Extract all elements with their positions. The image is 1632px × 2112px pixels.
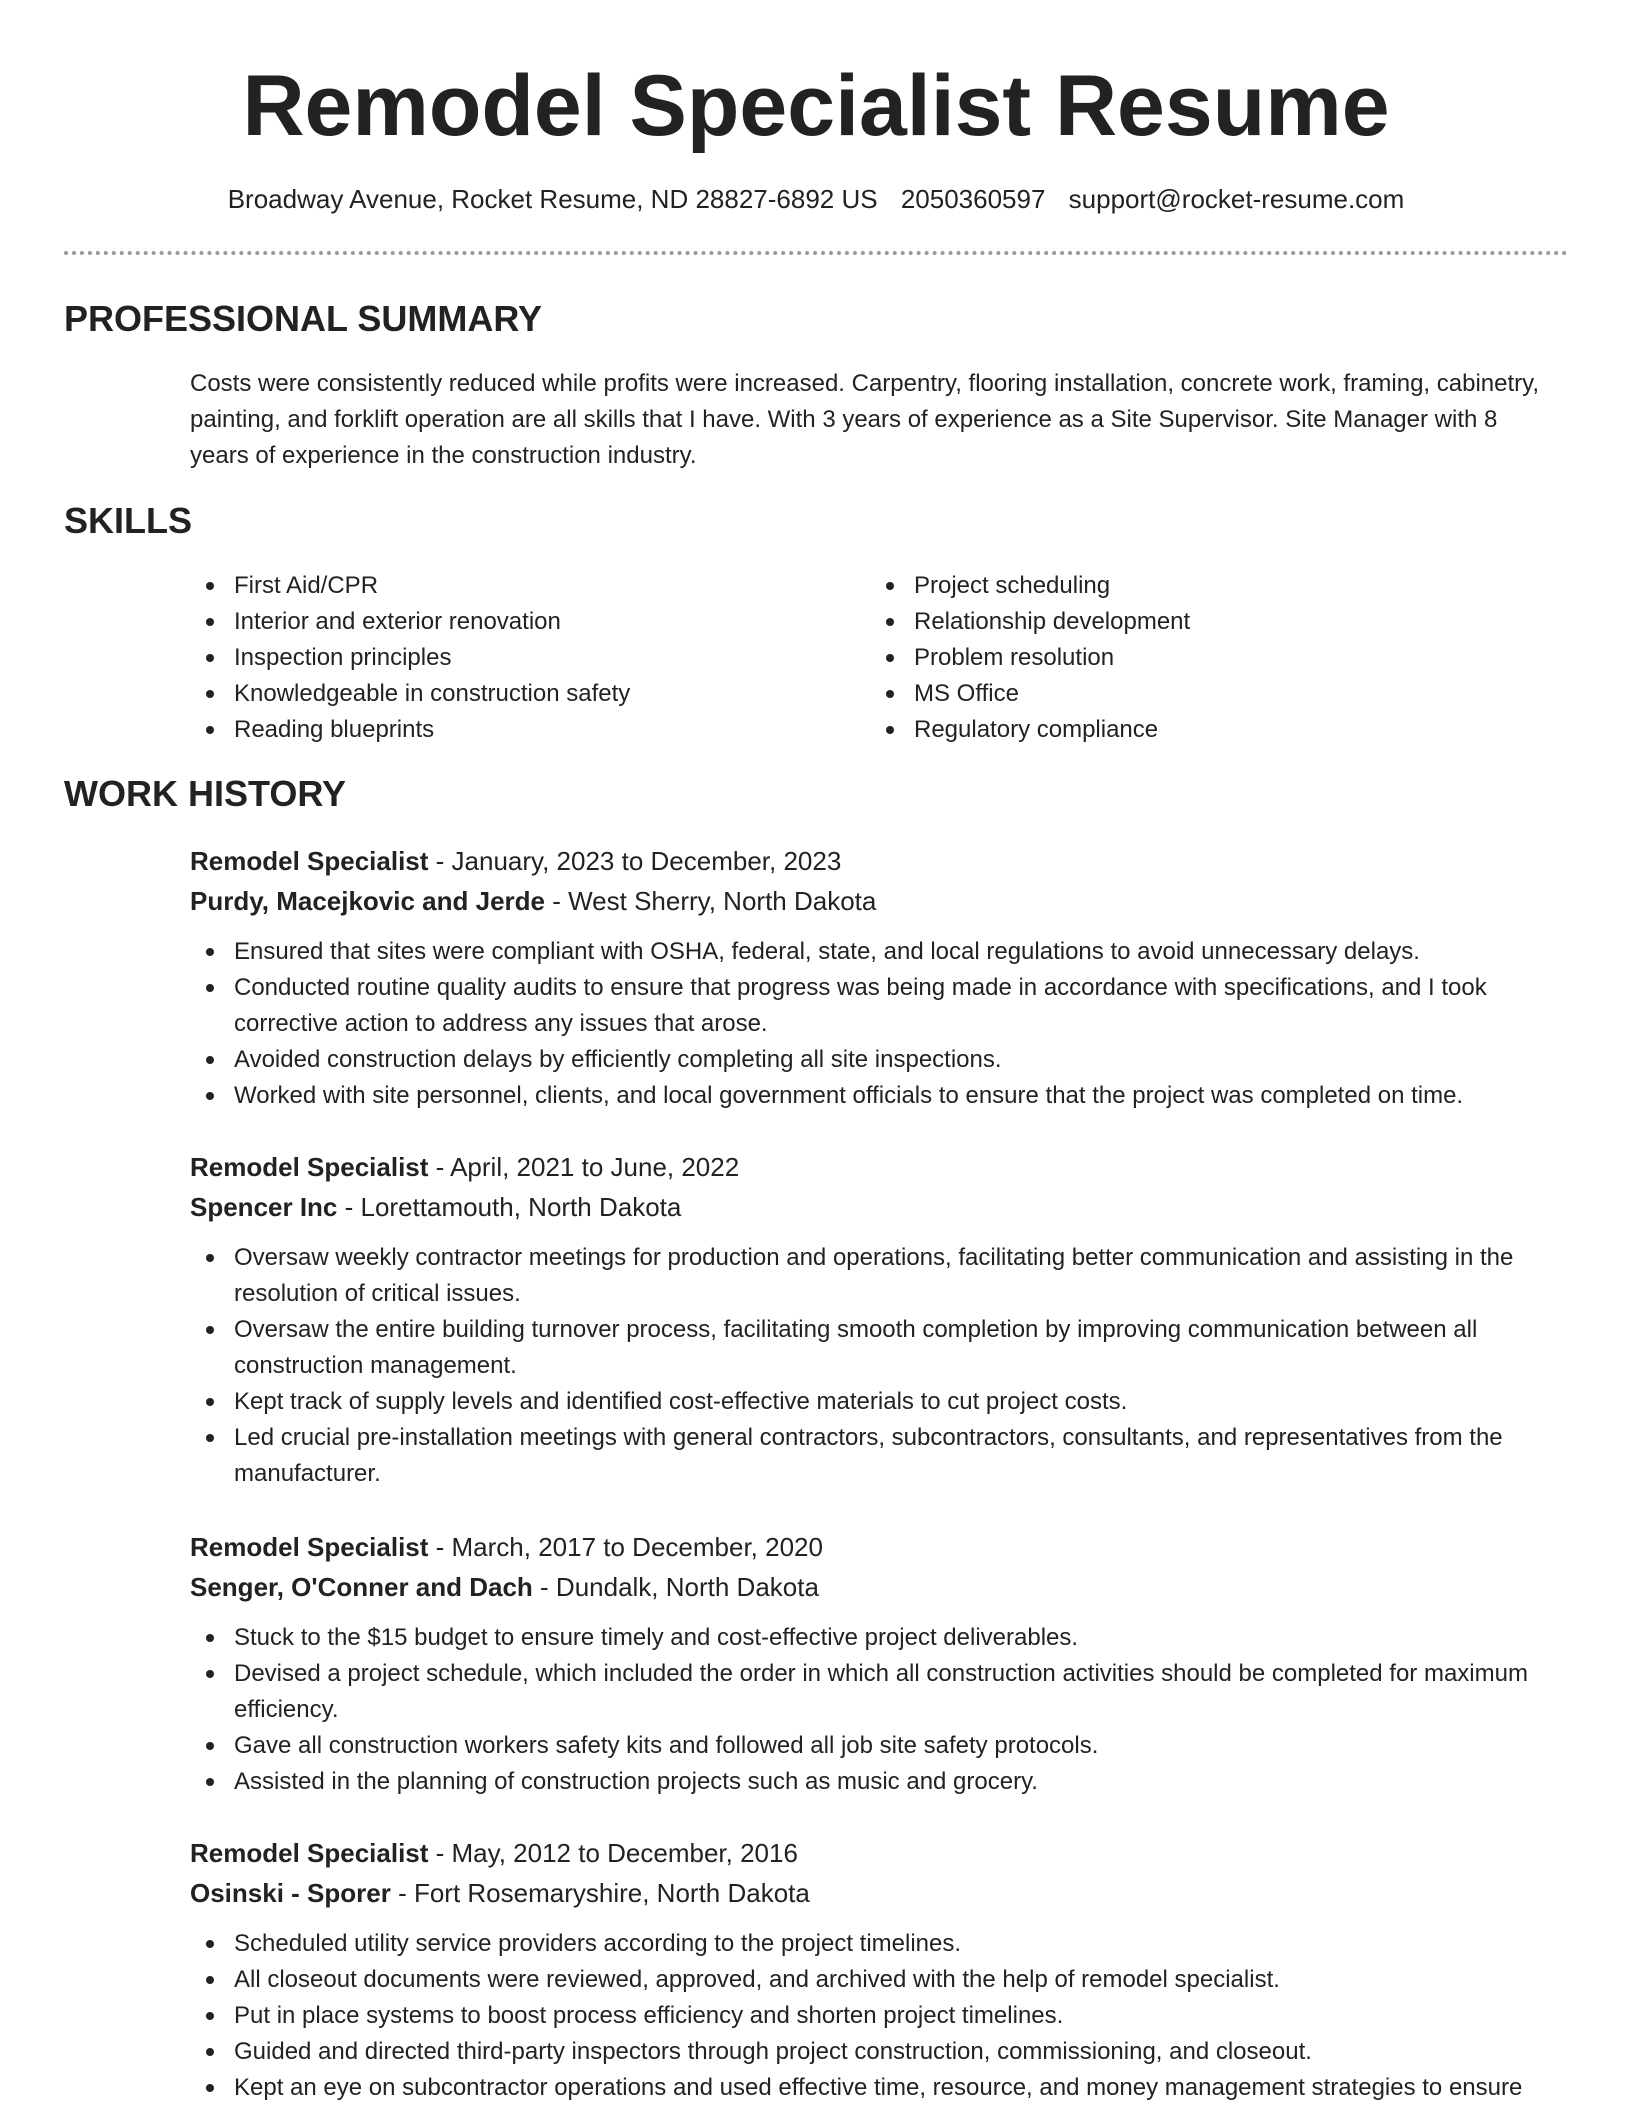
job-entry [190,1528,1570,1800]
job-bullet: Avoided construction delays by efficiently completing all site inspections. [190,1042,1570,1078]
job-title-line [190,842,1570,880]
skill-item: Interior and exterior renovation [190,604,830,640]
contact-phone: 2050360597 [900,184,1046,214]
skill-item: MS Office [870,676,1510,712]
job-entry [190,1834,1570,2106]
page-title: Remodel Specialist Resume [242,58,1390,154]
job-title-line [190,1148,1570,1186]
job-bullet: Kept track of supply levels and identified cost-effective materials to cut project costs. [190,1384,1570,1420]
job-dates: - January, 2023 to December, 2023 [428,846,842,876]
job-role: Remodel Specialist [190,1532,429,1562]
job-bullet: Assisted in the planning of construction projects such as music and grocery. [190,1764,1570,1800]
job-role: Remodel Specialist [190,846,429,876]
job-bullets [190,1240,1570,1492]
job-company-line [190,1874,1570,1912]
summary-heading: PROFESSIONAL SUMMARY [64,298,543,339]
job-bullets [190,934,1570,1114]
skill-item: Knowledgeable in construction safety [190,676,830,712]
job-bullet: Stuck to the $15 budget to ensure timely and cost-effective project deliverables. [190,1620,1570,1656]
job-dates: - March, 2017 to December, 2020 [428,1532,823,1562]
job-bullet: Devised a project schedule, which included the order in which all construction activities should be completed for maximum efficiency. [190,1656,1570,1728]
job-bullet: Kept an eye on subcontractor operations and used effective time, resource, and money management strategies to ensure [190,2070,1570,2106]
job-company: Osinski - Sporer [190,1878,391,1908]
skills-list-left [190,568,830,748]
contact-address: Broadway Avenue, Rocket Resume, ND 28827-6892 US [227,184,878,214]
job-bullet: Oversaw weekly contractor meetings for production and operations, facilitating better communication and assisting in the resolution of critical issues. [190,1240,1570,1312]
job-location: - West Sherry, North Dakota [545,886,877,916]
job-bullet: Gave all construction workers safety kits and followed all job site safety protocols. [190,1728,1570,1764]
job-title-line [190,1834,1570,1872]
job-bullet: Led crucial pre-installation meetings with general contractors, subcontractors, consultants, and representatives from the manufacturer. [190,1420,1570,1492]
job-company-line [190,1568,1570,1606]
job-bullet: Guided and directed third-party inspectors through project construction, commissioning, and closeout. [190,2034,1570,2070]
job-location: - Lorettamouth, North Dakota [337,1192,682,1222]
job-bullet: Scheduled utility service providers according to the project timelines. [190,1926,1570,1962]
contact-line [0,182,1632,216]
work-history-heading: WORK HISTORY [64,773,347,814]
skill-item: Relationship development [870,604,1510,640]
job-location: - Dundalk, North Dakota [532,1572,819,1602]
job-location: - Fort Rosemaryshire, North Dakota [390,1878,810,1908]
job-company: Purdy, Macejkovic and Jerde [190,886,545,916]
job-role: Remodel Specialist [190,1838,429,1868]
skill-item: First Aid/CPR [190,568,830,604]
skills-heading: SKILLS [64,500,193,541]
job-dates: - April, 2021 to June, 2022 [428,1152,740,1182]
job-company-line [190,1188,1570,1226]
header-divider [64,251,1568,255]
skills-list-right [870,568,1510,748]
job-company-line [190,882,1570,920]
job-bullets [190,1926,1570,2106]
job-role: Remodel Specialist [190,1152,429,1182]
job-company: Senger, O'Conner and Dach [190,1572,533,1602]
skill-item: Reading blueprints [190,712,830,748]
contact-email: support@rocket-resume.com [1068,184,1405,214]
job-bullet: All closeout documents were reviewed, approved, and archived with the help of remodel specialist. [190,1962,1570,1998]
summary-text: Costs were consistently reduced while profits were increased. Carpentry, flooring installation, concrete work, framing, cabinetry, painting, and forklift operation are all skills that I have. With 3 years of experience as a Site Supervisor. Site Manager with 8 years of experience in the construction industry. [190,370,1540,469]
skill-item: Regulatory compliance [870,712,1510,748]
job-entry [190,842,1570,1114]
job-bullet: Oversaw the entire building turnover process, facilitating smooth completion by improving communication between all construction management. [190,1312,1570,1384]
job-bullet: Conducted routine quality audits to ensure that progress was being made in accordance with specifications, and I took corrective action to address any issues that arose. [190,970,1570,1042]
skill-item: Inspection principles [190,640,830,676]
job-title-line [190,1528,1570,1566]
job-bullet: Put in place systems to boost process efficiency and shorten project timelines. [190,1998,1570,2034]
skill-item: Project scheduling [870,568,1510,604]
job-entry [190,1148,1570,1492]
job-company: Spencer Inc [190,1192,338,1222]
job-bullet: Ensured that sites were compliant with OSHA, federal, state, and local regulations to avoid unnecessary delays. [190,934,1570,970]
skill-item: Problem resolution [870,640,1510,676]
job-bullet: Worked with site personnel, clients, and local government officials to ensure that the project was completed on time. [190,1078,1570,1114]
job-dates: - May, 2012 to December, 2016 [428,1838,798,1868]
job-bullets [190,1620,1570,1800]
